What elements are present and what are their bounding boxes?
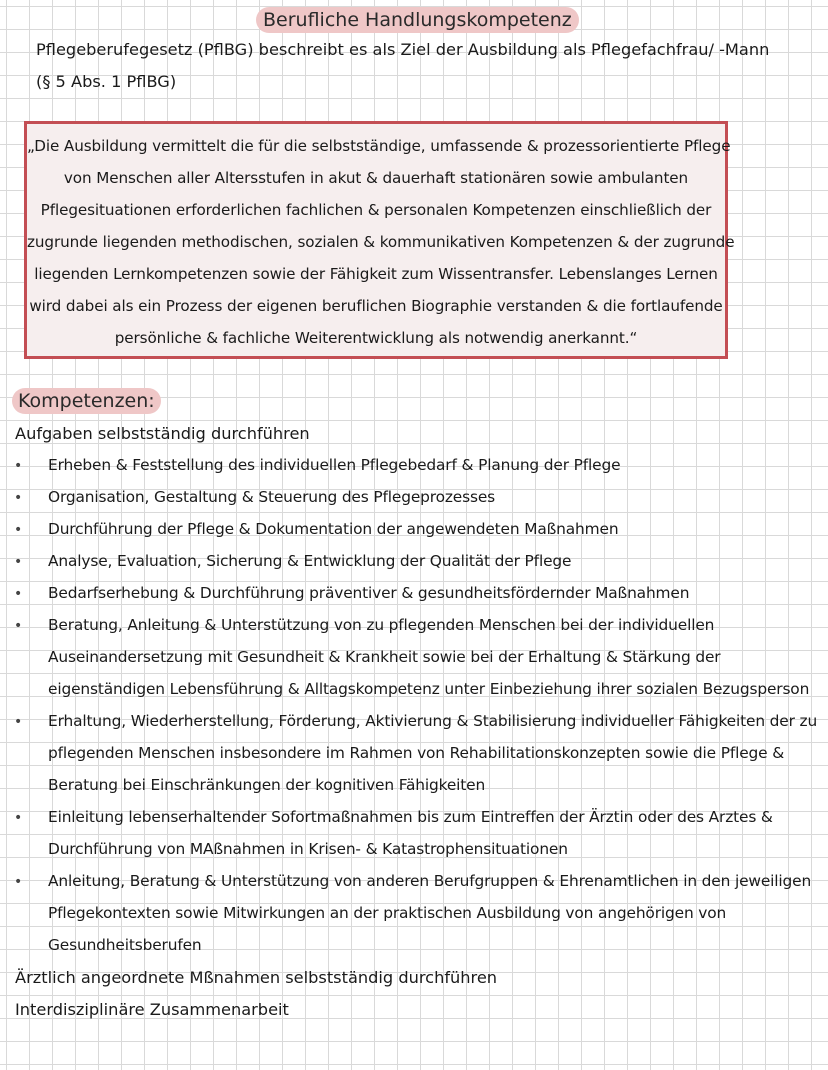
- list-item: Beratung bei Einschränkungen der kognitiven Fähigkeiten: [48, 776, 486, 794]
- quote-line: wird dabei als ein Prozess der eigenen beruflichen Biographie verstanden & die fortlaufende: [29, 297, 723, 315]
- list-item: Beratung, Anleitung & Unterstützung von zu pflegenden Menschen bei der individuellen: [48, 616, 715, 634]
- bullet-dot: •: [14, 618, 23, 634]
- intro-line: Pflegeberufegesetz (PflBG) beschreibt es als Ziel der Ausbildung als Pflegefachfrau/ -Mann: [36, 40, 770, 59]
- quote-line: zugrunde liegenden methodischen, sozialen & kommunikativen Kompetenzen & der zugrunde: [27, 233, 735, 251]
- quote-line: persönliche & fachliche Weiterentwicklung als notwendig anerkannt.“: [114, 329, 638, 347]
- list-item: eigenständigen Lebensführung & Alltagskompetenz unter Einbeziehung ihrer sozialen Bezugsperson: [48, 680, 810, 698]
- list-item: Auseinandersetzung mit Gesundheit & Krankheit sowie bei der Erhaltung & Stärkung der: [48, 648, 721, 666]
- page-title: Berufliche Handlungskompetenz: [256, 7, 579, 33]
- list-item: Pflegekontexten sowie Mitwirkungen an der praktischen Ausbildung von angehörigen von: [48, 904, 727, 922]
- quote-line: von Menschen aller Altersstufen in akut & dauerhaft stationären sowie ambulanten: [63, 169, 689, 187]
- subheading-tasks: Aufgaben selbstständig durchführen: [15, 424, 310, 443]
- bullet-dot: •: [14, 586, 23, 602]
- bullet-dot: •: [14, 874, 23, 890]
- intro-line: (§ 5 Abs. 1 PflBG): [36, 72, 177, 91]
- list-item: Einleitung lebenserhaltender Sofortmaßnahmen bis zum Eintreffen der Ärztin oder des Arztes &: [48, 808, 773, 826]
- list-item: Gesundheitsberufen: [48, 936, 202, 954]
- list-item: Erheben & Feststellung des individuellen Pflegebedarf & Planung der Pflege: [48, 456, 621, 474]
- bullet-dot: •: [14, 490, 23, 506]
- bullet-dot: •: [14, 522, 23, 538]
- list-item: Organisation, Gestaltung & Steuerung des Pflegeprozesses: [48, 488, 496, 506]
- list-item: Analyse, Evaluation, Sicherung & Entwicklung der Qualität der Pflege: [48, 552, 572, 570]
- list-item: Erhaltung, Wiederherstellung, Förderung, Aktivierung & Stabilisierung individueller Fähigkeiten der zu: [48, 712, 818, 730]
- quote-line: „Die Ausbildung vermittelt die für die selbstständige, umfassende & prozessorientierte Pflege: [27, 137, 731, 155]
- list-item: pflegenden Menschen insbesondere im Rahmen von Rehabilitationskonzepten sowie die Pflege &: [48, 744, 785, 762]
- competencies-heading: Kompetenzen:: [12, 388, 161, 414]
- subheading-interdisciplinary: Interdisziplinäre Zusammenarbeit: [15, 1000, 289, 1019]
- bullet-dot: •: [14, 810, 23, 826]
- bullet-dot: •: [14, 714, 23, 730]
- list-item: Anleitung, Beratung & Unterstützung von anderen Berufgruppen & Ehrenamtlichen in den jeweiligen: [48, 872, 812, 890]
- subheading-delegated-tasks: Ärztlich angeordnete Mßnahmen selbstständig durchführen: [15, 968, 498, 987]
- quote-line: liegenden Lernkompetenzen sowie der Fähigkeit zum Wissentransfer. Lebenslanges Lernen: [34, 265, 718, 283]
- list-item: Durchführung von MAßnahmen in Krisen- & Katastrophensituationen: [48, 840, 568, 858]
- bullet-dot: •: [14, 458, 23, 474]
- quote-box: [24, 121, 735, 359]
- list-item: Bedarfserhebung & Durchführung präventiver & gesundheitsfördernder Maßnahmen: [48, 584, 690, 602]
- list-item: Durchführung der Pflege & Dokumentation der angewendeten Maßnahmen: [48, 520, 619, 538]
- bullet-dot: •: [14, 554, 23, 570]
- quote-line: Pflegesituationen erforderlichen fachlichen & personalen Kompetenzen einschließlich der: [40, 201, 712, 219]
